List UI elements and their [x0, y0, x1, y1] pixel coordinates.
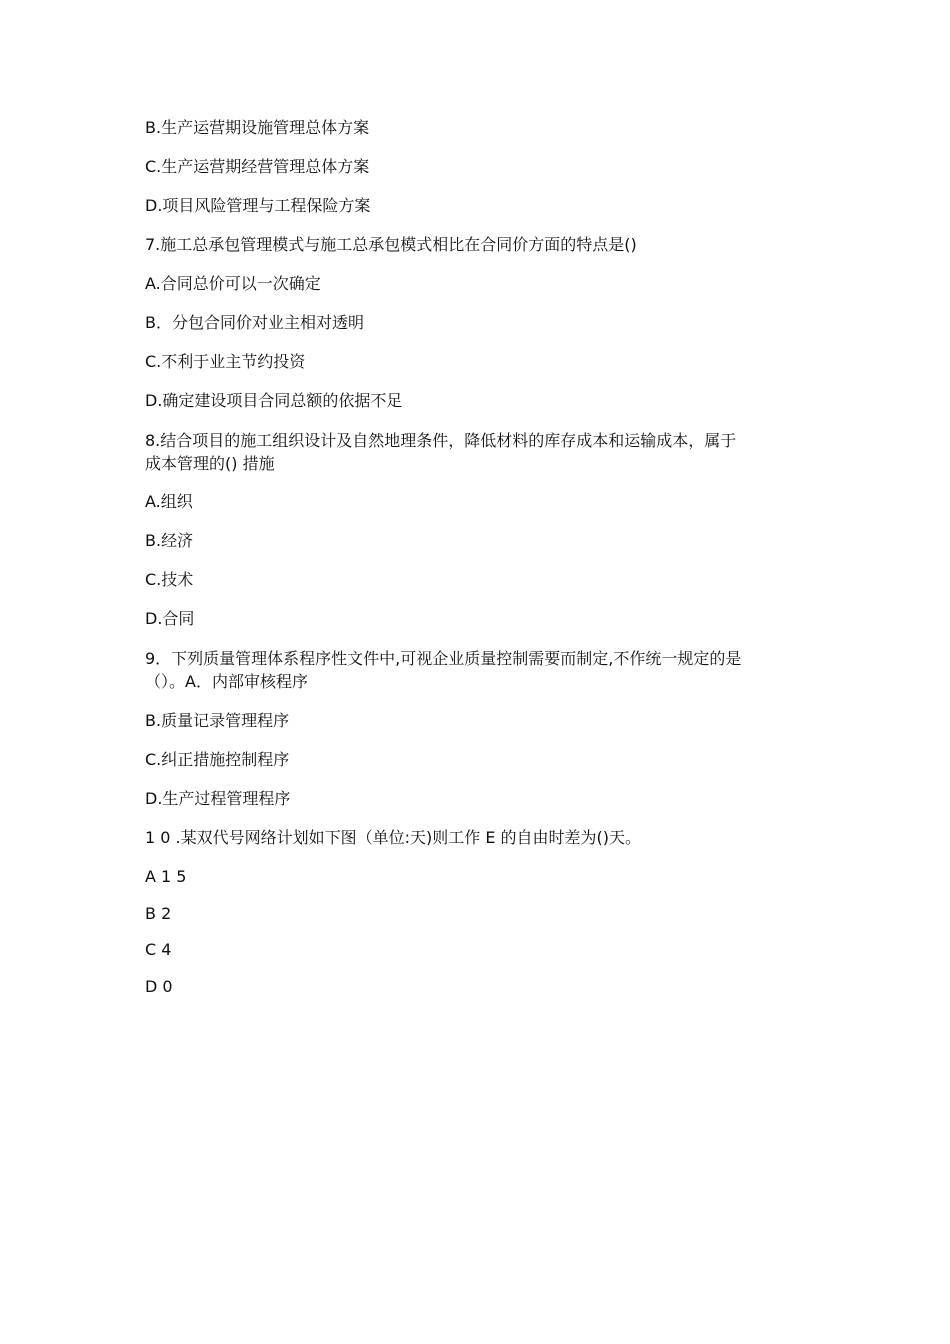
option-a-q7: A.合同总价可以一次确定: [145, 274, 321, 293]
option-b-q8: B.经济: [145, 531, 194, 550]
question-9-line-1: 9．下列质量管理体系程序性文件中,可视企业质量控制需要而制定,不作统一规定的是: [145, 649, 742, 668]
option-b-q7: B．分包合同价对业主相对透明: [145, 313, 364, 332]
option-a-q10: A 1 5: [145, 867, 187, 886]
option-b-q9: B.质量记录管理程序: [145, 711, 290, 730]
option-d-q9: D.生产过程管理程序: [145, 789, 291, 808]
option-d-q6: D.项目风险管理与工程保险方案: [145, 196, 371, 215]
question-8-line-2: 成本管理的() 措施: [145, 454, 275, 473]
option-d-q7: D.确定建设项目合同总额的依据不足: [145, 391, 403, 410]
question-7: 7.施工总承包管理模式与施工总承包模式相比在合同价方面的特点是(): [145, 235, 637, 254]
option-a-q8: A.组织: [145, 492, 193, 511]
question-8-line-1: 8.结合项目的施工组织设计及自然地理条件，降低材料的库存成本和运输成本，属于: [145, 431, 737, 450]
option-c-q9: C.纠正措施控制程序: [145, 750, 290, 769]
option-d-q8: D.合同: [145, 609, 195, 628]
option-c-q7: C.不利于业主节约投资: [145, 352, 306, 371]
option-c-q6: C.生产运营期经营管理总体方案: [145, 157, 370, 176]
option-b-q6: B.生产运营期设施管理总体方案: [145, 118, 370, 137]
option-d-q10: D 0: [145, 977, 173, 996]
option-c-q8: C.技术: [145, 570, 194, 589]
option-b-q10: B 2: [145, 904, 172, 923]
question-10: 1 0 .某双代号网络计划如下图（单位:天)则工作 E 的自由时差为()天。: [145, 828, 642, 847]
option-c-q10: C 4: [145, 940, 172, 959]
question-9-line-2: （）。A．内部审核程序: [145, 672, 308, 691]
